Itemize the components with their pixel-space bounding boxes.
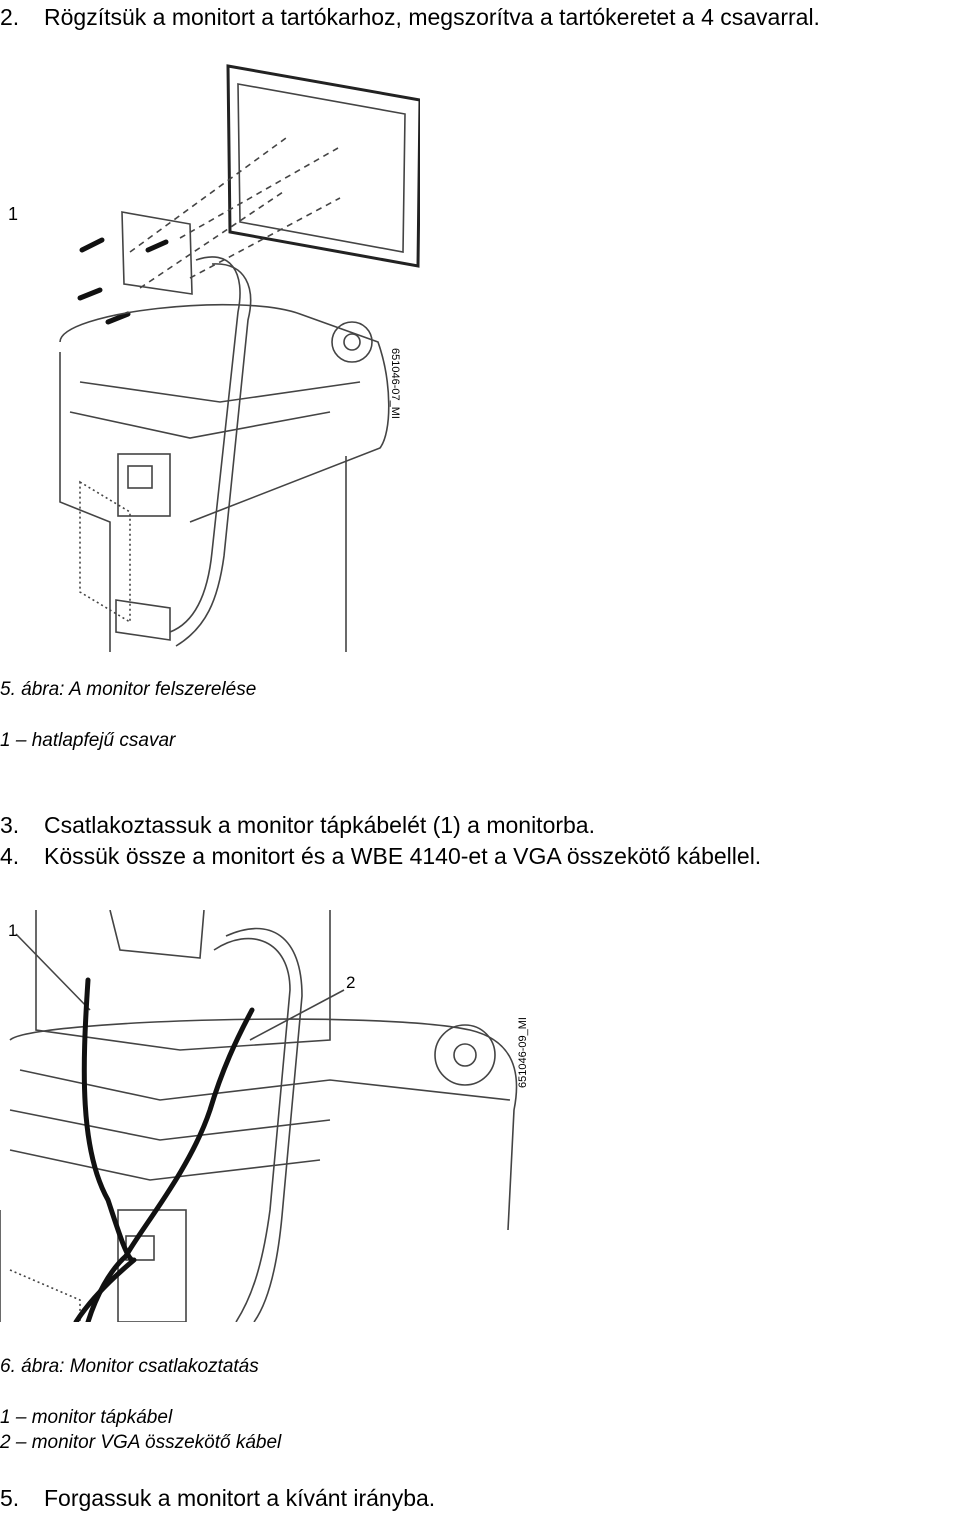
step-5 (0, 1485, 435, 1512)
step-4 (0, 843, 761, 870)
figure-6-callout-2: 2 (346, 973, 356, 992)
figure-6-caption: 6. ábra: Monitor csatlakoztatás (0, 1356, 259, 1377)
step-5-number: 5. (0, 1485, 20, 1511)
step-3-text: Csatlakoztassuk a monitor tápkábelét (1) a monitorba. (44, 812, 595, 838)
figure-5-illustration (0, 52, 420, 652)
figure-6-callout-1: 1 (8, 921, 18, 940)
step-3-number: 3. (0, 812, 20, 838)
figure-5-legend-item-1: 1 – hatlapfejű csavar (0, 730, 176, 751)
step-2-text: Rögzítsük a monitort a tartókarhoz, megszorítva a tartókeretet a 4 csavarral. (44, 4, 820, 30)
step-4-text: Kössük össze a monitort és a WBE 4140-et a VGA összekötő kábellel. (44, 843, 762, 869)
figure-5-drawing-code: 651046-07_MI (389, 348, 401, 419)
figure-5-callout-1: 1 (8, 204, 19, 224)
figure-6-drawing-code: 651046-09_MI (517, 1017, 529, 1088)
figure-5-caption: 5. ábra: A monitor felszerelése (0, 679, 257, 700)
step-2 (0, 4, 820, 31)
step-2-number: 2. (0, 4, 20, 30)
figure-6-legend-item-1: 1 – monitor tápkábel (0, 1407, 173, 1428)
step-5-text: Forgassuk a monitort a kívánt irányba. (44, 1485, 436, 1511)
figure-6-legend-item-2: 2 – monitor VGA összekötő kábel (0, 1432, 282, 1453)
step-3 (0, 812, 595, 839)
step-4-number: 4. (0, 843, 20, 869)
figure-6-illustration (0, 910, 540, 1322)
